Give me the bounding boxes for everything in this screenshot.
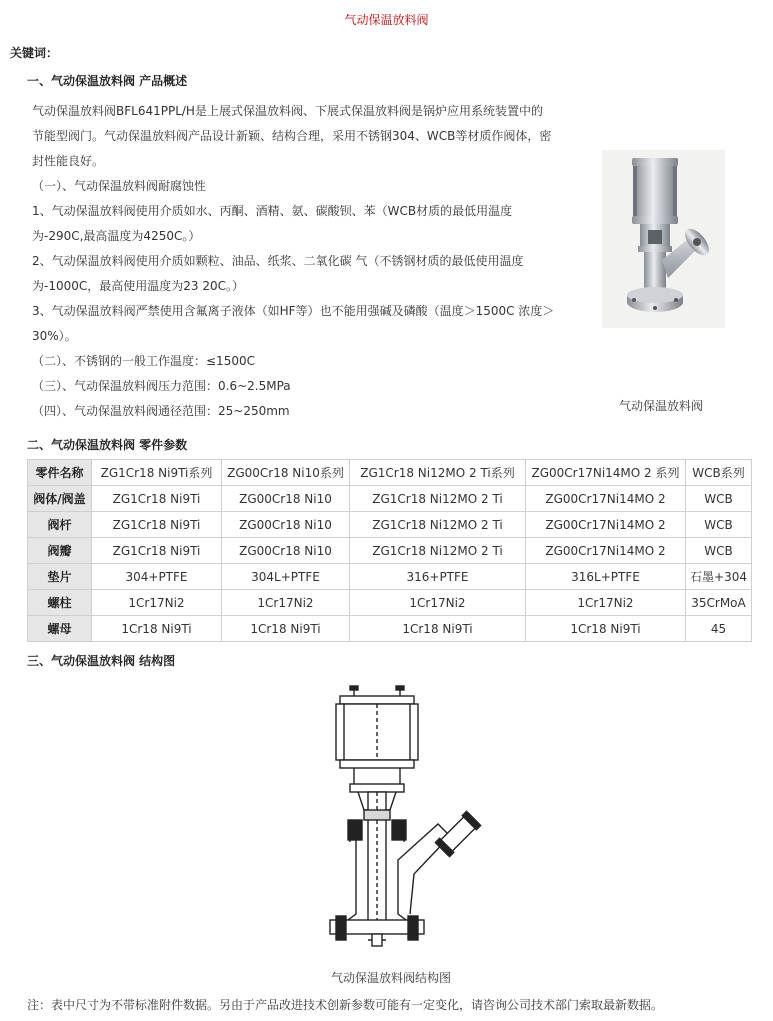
table-cell: 1Cr18 Ni9Ti — [92, 616, 222, 642]
table-cell: ZG00Cr17Ni14MO 2 — [526, 486, 686, 512]
parts-table — [27, 459, 752, 642]
table-cell: ZG00Cr18 Ni10 — [222, 486, 350, 512]
table-header-cell: 零件名称 — [28, 460, 92, 486]
overview-line: 为-290C,最高温度为4250C。） — [32, 229, 201, 243]
overview-line: 1、气动保温放料阀使用介质如水、丙酮、酒精、氨、碳酸钡、苯（WCB材质的最低用温度 — [32, 204, 513, 218]
overview-line: 为-1000C，最高使用温度为23 20C。） — [32, 279, 244, 293]
table-cell: 1Cr18 Ni9Ti — [222, 616, 350, 642]
overview-line: 2、气动保温放料阀使用介质如颗粒、油品、纸浆、二氧化碳 气（不锈钢材质的最低使用温度 — [32, 254, 524, 268]
table-cell: 阀瓣 — [28, 538, 92, 564]
table-cell: ZG1Cr18 Ni12MO 2 Ti — [350, 538, 526, 564]
table-cell: ZG00Cr18 Ni10 — [222, 512, 350, 538]
table-cell: ZG1Cr18 Ni9Ti — [92, 538, 222, 564]
table-row — [28, 564, 752, 590]
footnote: 注：表中尺寸为不带标准附件数据。另由于产品改进技术创新参数可能有一定变化，请咨询公司技术部门索取最新数据。 — [27, 998, 664, 1012]
table-cell: 石墨+304 — [686, 564, 752, 590]
table-row — [28, 616, 752, 642]
table-cell: 螺母 — [28, 616, 92, 642]
section1-heading: 一、气动保温放料阀 产品概述 — [27, 74, 188, 88]
section2-heading: 二、气动保温放料阀 零件参数 — [27, 438, 188, 452]
table-cell: WCB — [686, 512, 752, 538]
table-row — [28, 538, 752, 564]
table-cell: 1Cr18 Ni9Ti — [526, 616, 686, 642]
overview-line: 封性能良好。 — [32, 154, 105, 168]
table-row — [28, 486, 752, 512]
overview-line: 30%）。 — [32, 329, 77, 343]
table-cell: ZG1Cr18 Ni9Ti — [92, 512, 222, 538]
table-cell: ZG00Cr17Ni14MO 2 — [526, 538, 686, 564]
keywords-label: 关键词： — [10, 46, 59, 60]
diagram-caption: 气动保温放料阀结构图 — [331, 971, 452, 985]
table-cell: WCB — [686, 538, 752, 564]
table-cell: ZG1Cr18 Ni9Ti — [92, 486, 222, 512]
table-header-cell: ZG1Cr18 Ni12MO 2 Ti系列 — [350, 460, 526, 486]
table-cell: ZG1Cr18 Ni12MO 2 Ti — [350, 512, 526, 538]
overview-line: 气动保温放料阀BFL641PPL/H是上展式保温放料阀、下展式保温放料阀是锅炉应用系统装置中的 — [32, 104, 543, 118]
table-cell: 1Cr18 Ni9Ti — [350, 616, 526, 642]
table-cell: 35CrMoA — [686, 590, 752, 616]
table-cell: 316+PTFE — [350, 564, 526, 590]
table-header-cell: ZG00Cr17Ni14MO 2 系列 — [526, 460, 686, 486]
overview-line: （三）、气动保温放料阀压力范围：0.6~2.5MPa — [32, 379, 291, 393]
table-header-cell: ZG1Cr18 Ni9Ti系列 — [92, 460, 222, 486]
valve-photo — [602, 150, 725, 328]
table-cell: 1Cr17Ni2 — [92, 590, 222, 616]
page-title: 气动保温放料阀 — [344, 13, 429, 27]
table-header-row — [28, 460, 752, 486]
table-row — [28, 590, 752, 616]
table-cell: 1Cr17Ni2 — [350, 590, 526, 616]
table-header-cell: ZG00Cr18 Ni10系列 — [222, 460, 350, 486]
table-header-cell: WCB系列 — [686, 460, 752, 486]
table-cell: 阀体/阀盖 — [28, 486, 92, 512]
table-cell: ZG00Cr18 Ni10 — [222, 538, 350, 564]
overview-line: 节能型阀门。气动保温放料阀产品设计新颖、结构合理，采用不锈钢304、WCB等材质作阀体，密 — [32, 129, 552, 143]
overview-line: 3、气动保温放料阀严禁使用含氟离子液体（如HF等）也不能用强碱及磷酸（温度＞1500C 浓度＞ — [32, 304, 555, 318]
table-cell: ZG1Cr18 Ni12MO 2 Ti — [350, 486, 526, 512]
table-cell: 螺柱 — [28, 590, 92, 616]
table-cell: 304+PTFE — [92, 564, 222, 590]
overview-line: （二）、不锈钢的一般工作温度：≤1500C — [32, 354, 255, 368]
table-cell: 阀杆 — [28, 512, 92, 538]
photo-caption: 气动保温放料阀 — [619, 399, 704, 413]
table-cell: 1Cr17Ni2 — [526, 590, 686, 616]
table-cell: 1Cr17Ni2 — [222, 590, 350, 616]
overview-line: （四）、气动保温放料阀通径范围：25~250mm — [32, 404, 290, 418]
table-cell: 316L+PTFE — [526, 564, 686, 590]
overview-line: （一）、气动保温放料阀耐腐蚀性 — [32, 179, 207, 193]
table-row — [28, 512, 752, 538]
table-cell: ZG00Cr17Ni14MO 2 — [526, 512, 686, 538]
table-cell: 304L+PTFE — [222, 564, 350, 590]
table-cell: 45 — [686, 616, 752, 642]
table-cell: WCB — [686, 486, 752, 512]
section3-heading: 三、气动保温放料阀 结构图 — [27, 654, 176, 668]
table-cell: 垫片 — [28, 564, 92, 590]
valve-structure-diagram — [318, 684, 493, 956]
